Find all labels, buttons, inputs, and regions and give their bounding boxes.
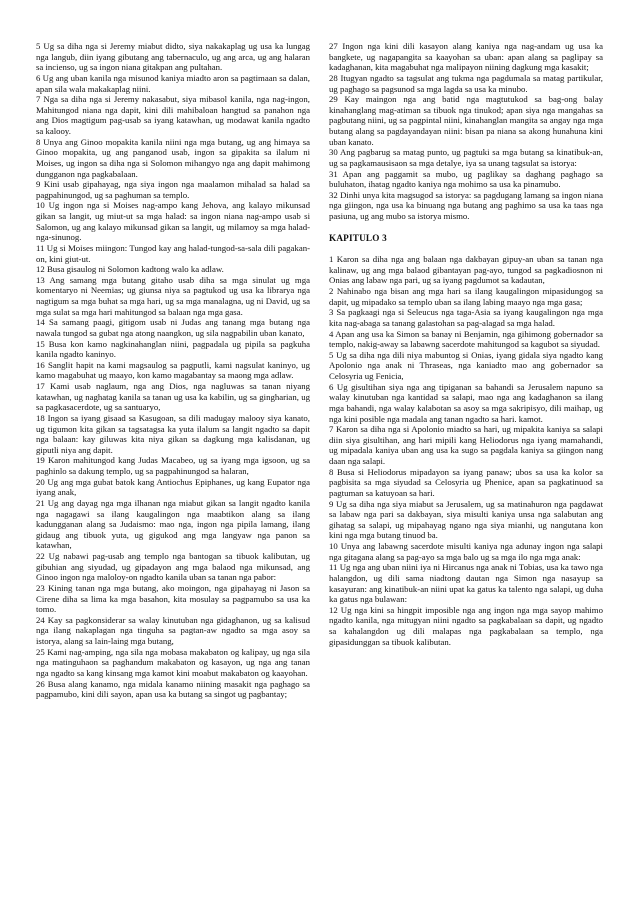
verse-paragraph: 7 Nga sa diha nga si Jeremy nakasabut, siya mibasol kanila, nga nag-ingon, Mahitungod niana nga dapit, kini dili mahibaloan hangtud sa panahon nga ang Dios magtigum pag-usab sa iyang katawhan, ug modawat kanila ngadto sa kalooy.	[36, 94, 310, 136]
verse-paragraph: 12 Ug nga kini sa hingpit imposible nga ang ingon nga mga sayop mahimo ngadto kanila, nga mitugyan niini ngadto sa pagkabalaan sa dapit, ug ngadto sa kahalangdon ug dili malapas nga pagkabalaan sa templo, nga gipasidunggan sa tibuok kalibutan.	[329, 604, 603, 647]
verse-paragraph: 14 Sa samang paagi, gitigom usab ni Judas ang tanang mga butang nga nawala tungod sa gubat nga atong naangkon, ug sila nagpabilin uban kanato,	[36, 317, 310, 338]
verse-paragraph: 17 Kami usab naglaum, nga ang Dios, nga nagluwas sa tanan niyang katawhan, ug naghatag kanila sa tanan ug usa ka kabilin, ug sa gingharian, ug sa pagkasacerdote, ug sa santuaryo,	[36, 381, 310, 413]
verse-paragraph: 9 Ug sa diha nga siya miabut sa Jerusalem, ug sa matinahuron nga pagdawat sa labaw nga pari sa dakbayan, siya misulti kaniya unsa nga salabutan ang gihatag sa salapi, ug mipahayag ngano nga siya mianhi, ug nangutana kon kini nga mga butang tinuod ba.	[329, 498, 603, 541]
verse-paragraph: 31 Apan ang paggamit sa mubo, ug paglikay sa daghang paghago sa buluhaton, ihatag ngadto kaniya nga mohimo sa usa ka pinamubo.	[329, 168, 603, 190]
verse-paragraph: 4 Apan ang usa ka Simon sa banay ni Benjamin, nga gihimong gobernador sa templo, nakig-away sa labawng sacerdote mahitungod sa kagubot sa siyudad.	[329, 328, 603, 350]
verse-paragraph: 10 Ug ingon nga si Moises nag-ampo kang Jehova, ang kalayo mikunsad gikan sa langit, ug miut-ut sa mga halad: sa ingon niana nag-ampo usab si Salomon, ug ang kalayo mikunsad gikan sa langit, ug milamoy sa mga halad-nga-sinunog.	[36, 200, 310, 243]
verse-paragraph: 19 Karon mahitungod kang Judas Macabeo, ug sa iyang mga igsoon, ug sa paghinlo sa dakung templo, ug sa pagpahinungod sa halaran,	[36, 455, 310, 476]
verse-paragraph: 6 Ug gisultihan siya nga ang tipiganan sa bahandi sa Jerusalem napuno sa walay kinutuban nga kantidad sa salapi, mao nga ang kadaghanon sa ilang mga bahandi, nga walay kalabotan sa asoy sa mga sakripisyo, dili maihap, ug nga kini posible nga madala ang tanan ngadto sa hari. kamot.	[329, 381, 603, 424]
verse-paragraph: 6 Ug ang uban kanila nga misunod kaniya miadto aron sa pagtimaan sa dalan, apan sila wala makakaplag niini.	[36, 72, 310, 94]
verse-paragraph: 30 Ang pagbarug sa matag punto, ug pagtuki sa mga butang sa kinatibuk-an, ug sa pagkamausisaon sa mga detalye, iya sa unang tagsulat sa istorya:	[329, 147, 603, 168]
verse-paragraph: 11 Ug nga ang uban niini iya ni Hircanus nga anak ni Tobias, usa ka tawo nga halangdon, ug dili sama niadtong dautan nga Simon nga nasayup sa kasayuran: ang kinatibuk-an niini upat ka gatus ka talento nga salapi, ug duha ka gatus nga bulawan:	[329, 562, 603, 605]
verse-paragraph: 11 Ug si Moises miingon: Tungod kay ang halad-tungod-sa-sala dili pagakan-on, kini giut-ut.	[36, 242, 310, 264]
chapter-heading: KAPITULO 3	[329, 232, 387, 243]
verse-paragraph: 8 Unya ang Ginoo mopakita kanila niini nga mga butang, ug ang himaya sa Ginoo mopakita, ug ang panganod usab, ingon sa gipakita sa ilalum ni Moises, ug ingon sa diha nga si Solomon mihangyo nga ang dapit mahimong dungganon nga pagkabalaan.	[36, 136, 310, 179]
verse-paragraph: 5 Ug sa diha nga si Jeremy miabut didto, siya nakakaplag ug usa ka lungag nga langub, diin iyang gibutang ang tabernaculo, ug ang arca, ug ang halaran sa incienso, ug sa ingon niana gitakpan ang pultahan.	[36, 41, 310, 73]
verse-paragraph: 27 Ingon nga kini dili kasayon alang kaniya nga nag-andam ug usa ka bangkete, ug nagapangita sa kaayohan sa uban: apan alang sa paglipay sa kadaghanan, kita magabuhat nga malipayon niining dagkung mga kasakit;	[329, 41, 603, 73]
right-text-column	[329, 41, 603, 647]
verse-paragraph: 20 Ug ang mga gubat batok kang Antiochus Epiphanes, ug kang Eupator nga iyang anak,	[36, 476, 310, 498]
verse-paragraph: 21 Ug ang dayag nga mga ilhanan nga miabut gikan sa langit ngadto kanila nga nagagawi sa ilang kaugalingon nga maabtikon alang sa ilang kadungganan alang sa Judaismo: mao nga, ingon nga pipila lamang, ilang gidaug ang tibuok yuta, ug gigukod ang mga langyaw nga panon sa katawhan,	[36, 497, 310, 551]
verse-paragraph: 28 Itugyan ngadto sa tagsulat ang tukma nga pagdumala sa matag partikular, ug paghago sa pagsunod sa mga lagda sa usa ka minubo.	[329, 72, 603, 94]
verse-paragraph: 7 Karon sa diha nga si Apolonio miadto sa hari, ug mipakita kaniya sa salapi diin siya gisultihan, ang hari mipili kang Heliodorus nga iyang mamahandi, ug mipadala kaniya uban ang usa ka sugo sa pagdala kaniya sa giingon nang daan nga salapi.	[329, 424, 603, 467]
verse-paragraph: 32 Dinhi unya kita magsugod sa istorya: sa pagdugang lamang sa ingon niana nga giingon, nga usa ka binuang nga butang ang paghimo sa usa ka taas nga pasiuna, ug ang mubo sa istorya mismo.	[329, 189, 603, 221]
verse-paragraph: 1 Karon sa diha nga ang balaan nga dakbayan gipuy-an uban sa tanan nga kalinaw, ug ang mga balaod gibantayan pag-ayo, tungod sa pagkadiosnon ni Onias ang labaw nga pari, ug sa iyang pagdumot sa kadautan,	[329, 254, 603, 286]
verse-paragraph: 25 Kami nag-amping, nga sila nga mobasa makabaton og kalipay, ug nga sila nga matinguhaon sa paghandum makabaton og kasayon, ug nga ang tanan nga ngadto sa kang kinsang mga kamot kini moabut makabaton og kaayohan.	[36, 646, 310, 678]
verse-paragraph: 22 Ug nabawi pag-usab ang templo nga bantogan sa tibuok kalibutan, ug gibuhian ang siyudad, ug gipadayon ang mga balaod nga mikunsad, ang Ginoo ingon nga maloloy-on ngadto kanila uban sa tanan nga pabor:	[36, 551, 310, 583]
verse-paragraph: 10 Unya ang labawng sacerdote misulti kaniya nga adunay ingon nga salapi nga gitagana alang sa pag-ayo sa mga balo ug sa mga ilo nga mga anak:	[329, 541, 603, 562]
verse-paragraph: 26 Busa alang kanamo, nga midala kanamo niining masakit nga paghago sa pagpamubo, kini dili sayon, apan usa ka butang sa singot ug pagbantay;	[36, 678, 310, 700]
verse-paragraph: 8 Busa si Heliodorus mipadayon sa iyang panaw; ubos sa usa ka kolor sa pagbisita sa mga siyudad sa Celosyria ug Phenice, apan sa pagkatinuod sa pagtuman sa katuyoan sa hari.	[329, 466, 603, 498]
verse-paragraph: 3 Sa pagkaagi nga si Seleucus nga taga-Asia sa iyang kaugalingon nga mga kita nag-abaga sa tanang galastohan sa pag-alagad sa mga halad.	[329, 307, 603, 328]
verse-paragraph: 18 Ingon sa iyang gisaad sa Kasugoan, sa dili madugay malooy siya kanato, ug tigumon kita gikan sa tagsatagsa ka yuta ilalum sa langit ngadto sa dapit nga balaan: kay giluwas kita niya gikan sa dagkung mga kalisdanan, ug giputli niya ang dapit.	[36, 412, 310, 455]
verse-paragraph: 2 Nahinabo nga bisan ang mga hari sa ilang kaugalingon mipasidungog sa dapit, ug mipadako sa templo uban sa ilang labing maayo nga mga gasa;	[329, 286, 603, 307]
verse-paragraph: 15 Busa kon kamo nagkinahanglan niini, pagpadala ug pipila sa pagkuha kanila ngadto kaninyo.	[36, 338, 310, 360]
verse-paragraph: 23 Kining tanan nga mga butang, ako moingon, nga gipahayag ni Jason sa Cirene diha sa lima ka mga basahon, kita mosulay sa pagpamubo sa usa ka tomo.	[36, 582, 310, 615]
verse-paragraph: 5 Ug sa diha nga dili niya mabuntog si Onias, iyang gidala siya ngadto kang Apolonio nga anak ni Thraseas, nga kaniadto mao ang gobernador sa Celosyria ug Fenicia,	[329, 349, 603, 382]
verse-paragraph: 16 Sanglit hapit na kami magsaulog sa pagputli, kami nagsulat kaninyo, ug kamo magabuhat ug maayo, kon kamo magabantay sa maong mga adlaw.	[36, 359, 310, 381]
verse-paragraph: 12 Busa gisaulog ni Solomon kadtong walo ka adlaw.	[36, 264, 224, 275]
verse-paragraph: 13 Ang samang mga butang gitaho usab diha sa mga sinulat ug mga komentaryo ni Neemias; ug giunsa niya sa pagtukod ug usa ka librarya nga nagtigum sa mga buhat sa mga hari, ug sa mga manalagna, ug ni David, ug sa mga sulat sa mga hari mahitungod sa balaan nga mga gasa.	[36, 274, 310, 317]
verse-paragraph: 29 Kay maingon nga ang batid nga magtutukod sa bag-ong balay kinahanglang mag-atiman sa tibuok nga tinukod; apan siya nga mangahas sa pagbutang niini, ug sa pagpintal niini, kinahanglan mangita sa angay nga mga butang alang sa pagdayandayan niini: bisan pa niana sa akong hunahuna kini uban kanato.	[329, 94, 603, 147]
left-text-column	[36, 41, 310, 700]
verse-paragraph: 9 Kini usab gipahayag, nga siya ingon nga maalamon mihalad sa halad sa pagpahinungod, ug sa paghuman sa templo.	[36, 179, 310, 200]
verse-paragraph: 24 Kay sa pagkonsiderar sa walay kinutuban nga gidaghanon, ug sa kalisud nga ilang nakaplagan nga tinguha sa pagtan-aw ngadto sa mga asoy sa istorya, alang sa lain-laing mga butang,	[36, 614, 310, 646]
